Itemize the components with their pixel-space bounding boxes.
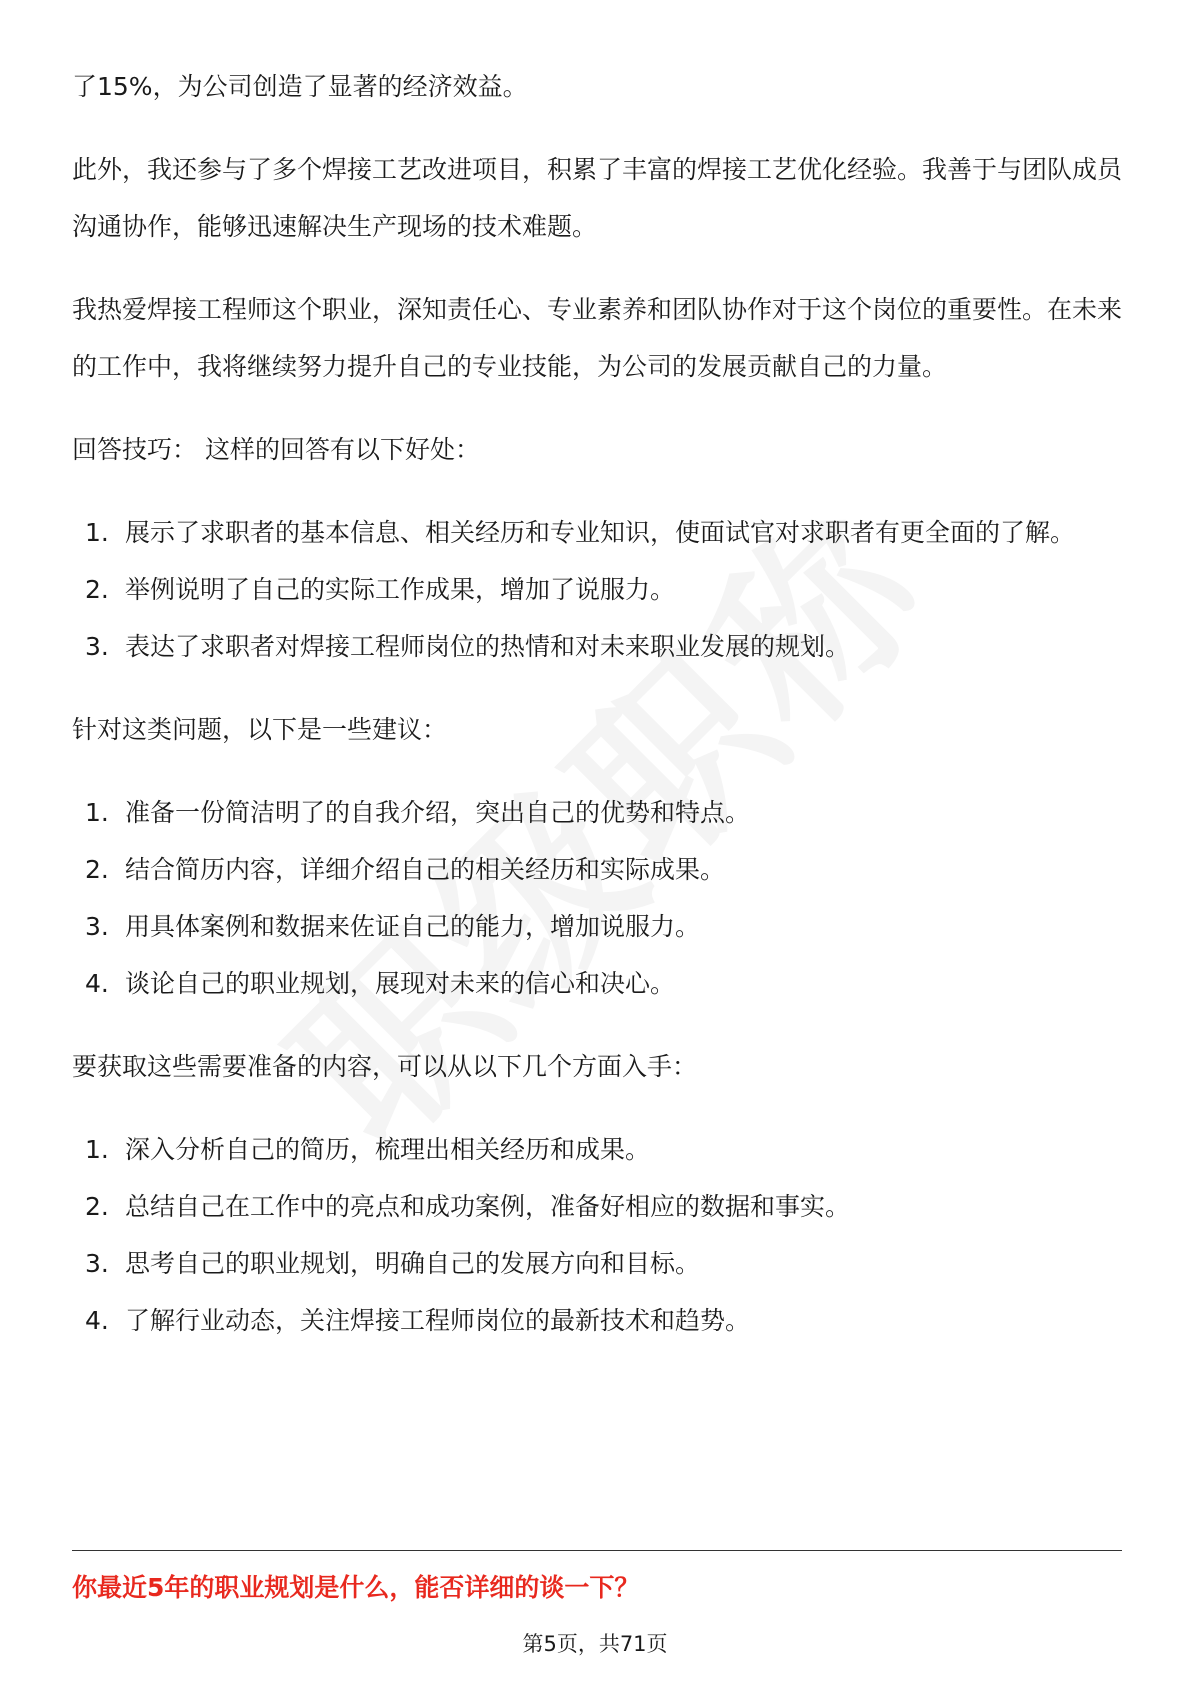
list-number: 2. [85,1192,109,1221]
paragraph-experience: 此外，我还参与了多个焊接工艺改进项目，积累了丰富的焊接工艺优化经验。我善于与团队成员沟通协作，能够迅速解决生产现场的技术难题。 [72,155,1123,241]
list-item [72,1121,1122,1178]
paragraph-passion: 我热爱焊接工程师这个职业，深知责任心、专业素养和团队协作对于这个岗位的重要性。在未来的工作中，我将继续努力提升自己的专业技能，为公司的发展贡献自己的力量。 [72,295,1123,381]
list-item [72,898,1122,955]
list-item [72,618,1122,675]
list-item [72,561,1122,618]
list-item-text: 谈论自己的职业规划，展现对未来的信心和决心。 [125,969,676,998]
list-item [72,841,1122,898]
list-item [72,504,1122,561]
list-number: 1. [85,798,109,827]
list-number: 4. [85,1306,109,1335]
list-number: 1. [85,1135,109,1164]
list-item-text: 举例说明了自己的实际工作成果，增加了说服力。 [125,575,676,604]
list-number: 2. [85,855,109,884]
list-item [72,955,1122,1012]
list-number: 3. [85,912,109,941]
list-number: 2. [85,575,109,604]
paragraph-prepare-intro: 要获取这些需要准备的内容，可以从以下几个方面入手： [72,1052,698,1081]
list-item-text: 展示了求职者的基本信息、相关经历和专业知识，使面试官对求职者有更全面的了解。 [125,518,1076,547]
list-item [72,1292,1122,1349]
list-item-text: 总结自己在工作中的亮点和成功案例，准备好相应的数据和事实。 [125,1192,851,1221]
list-item-text: 准备一份简洁明了的自我介绍，突出自己的优势和特点。 [125,798,751,827]
list-number: 1. [85,518,109,547]
list-item-text: 了解行业动态，关注焊接工程师岗位的最新技术和趋势。 [125,1306,751,1335]
list-item-text: 用具体案例和数据来佐证自己的能力，增加说服力。 [125,912,701,941]
benefits-list [72,504,1122,675]
list-item-text: 思考自己的职业规划，明确自己的发展方向和目标。 [125,1249,701,1278]
list-item [72,1178,1122,1235]
list-number: 3. [85,632,109,661]
list-item-text: 结合简历内容，详细介绍自己的相关经历和实际成果。 [125,855,726,884]
paragraph-suggestions-intro: 针对这类问题，以下是一些建议： [72,715,448,744]
suggestions-list [72,784,1122,1012]
list-number: 4. [85,969,109,998]
page-number-footer: 第5页，共71页 [522,1632,668,1656]
list-number: 3. [85,1249,109,1278]
list-item-text: 深入分析自己的简历，梳理出相关经历和成果。 [125,1135,651,1164]
list-item [72,784,1122,841]
paragraph-continuation: 了15%，为公司创造了显著的经济效益。 [72,72,528,101]
prepare-list [72,1121,1122,1349]
paragraph-tips-intro: 回答技巧： 这样的回答有以下好处： [72,435,480,464]
section-divider [72,1550,1122,1551]
list-item-text: 表达了求职者对焊接工程师岗位的热情和对未来职业发展的规划。 [125,632,851,661]
list-item [72,1235,1122,1292]
next-question-heading: 你最近5年的职业规划是什么，能否详细的谈一下？ [72,1573,640,1602]
page-content [72,58,1122,1375]
